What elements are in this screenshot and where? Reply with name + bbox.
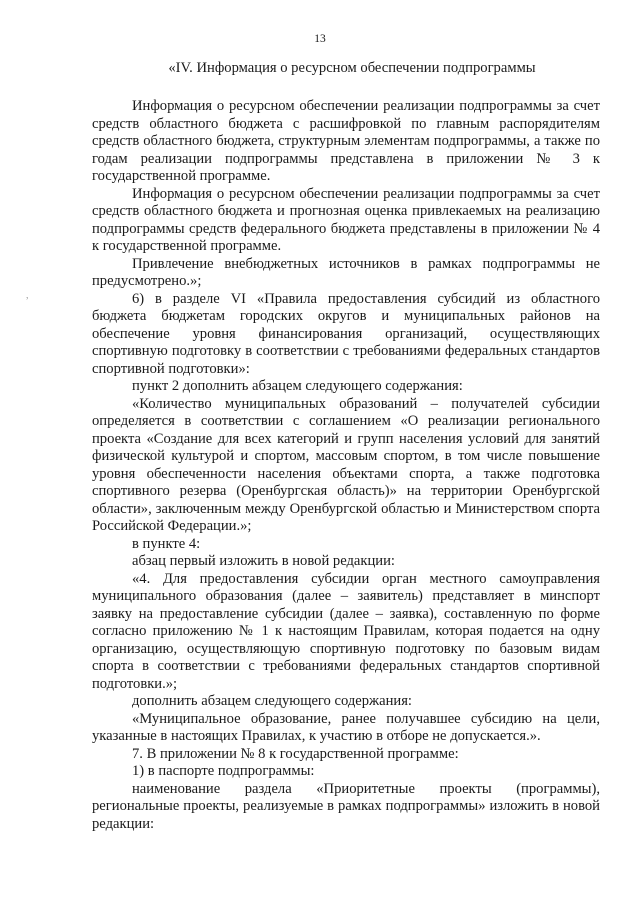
paragraph: Информация о ресурсном обеспечении реализации подпрограммы за счет средств областного бюджета с расшифровкой по главным распорядителям средств областного бюджета, структурным элементам подпрограммы, а также по годам реализации подпрограммы представлена в приложении № 3 к государственной программе. xyxy=(92,98,600,184)
paragraph: 6) в разделе VI «Правила предоставления субсидий из областного бюджета бюджетам городских округов и муниципальных районов на обеспечение уровня финансирования организаций, осуществляющих спортивную подготовку в соответствии с требованиями федеральных стандартов спортивной подготовки»: xyxy=(92,290,600,377)
paragraph: Привлечение внебюджетных источников в рамках подпрограммы не предусмотрено.»; xyxy=(92,255,600,289)
paragraph: 7. В приложении № 8 к государственной программе: xyxy=(132,745,459,762)
paragraph: «4. Для предоставления субсидии орган местного самоуправления муниципального образования (далее – заявитель) представляет в минспорт заявку на предоставление субсидии (далее – заявка), составленную по форме согласно приложению № 1 к настоящим Правилам, которая подается на одну организацию, осуществляющую спортивную подготовку по базовым видам спорта в соответствии с требованиями федеральных стандартов спортивной подготовки.»; xyxy=(92,570,600,692)
paragraph: наименование раздела «Приоритетные проекты (программы), региональные проекты, реализуемые в рамках подпрограммы» изложить в новой редакции: xyxy=(92,780,600,832)
paragraph: дополнить абзацем следующего содержания: xyxy=(132,693,412,709)
paragraph: «Муниципальное образование, ранее получавшее субсидию на цели, указанные в настоящих Правилах, к участию в отборе не допускается.». xyxy=(92,710,600,744)
paragraph: пункт 2 дополнить абзацем следующего содержания: xyxy=(132,378,463,394)
document-body xyxy=(92,98,600,833)
page-number: 13 xyxy=(314,33,326,45)
paragraph: абзац первый изложить в новой редакции: xyxy=(132,553,395,569)
paragraph: Информация о ресурсном обеспечении реализации подпрограммы за счет средств областного бюджета и прогнозная оценка привлекаемых на реализацию подпрограммы средств федерального бюджета представлены в приложении № 4 к государственной программе. xyxy=(92,185,600,254)
paragraph: 1) в паспорте подпрограммы: xyxy=(132,763,315,779)
margin-mark: , xyxy=(26,290,29,301)
paragraph: в пункте 4: xyxy=(132,535,201,552)
paragraph: «Количество муниципальных образований – получателей субсидии определяется в соответствии с соглашением «О реализации регионального проекта «Создание для всех категорий и групп населения условий для занятий физической культурой и спортом, массовым спортом, в том числе повышение уровня обеспеченности населения объектами спорта, а также подготовка спортивного резерва (Оренбургская область)» на территории Оренбургской области», заключенным между Оренбургской областью и Министерством спорта Российской Федерации.»; xyxy=(92,395,600,534)
section-heading: «IV. Информация о ресурсном обеспечении подпрограммы xyxy=(168,60,536,76)
